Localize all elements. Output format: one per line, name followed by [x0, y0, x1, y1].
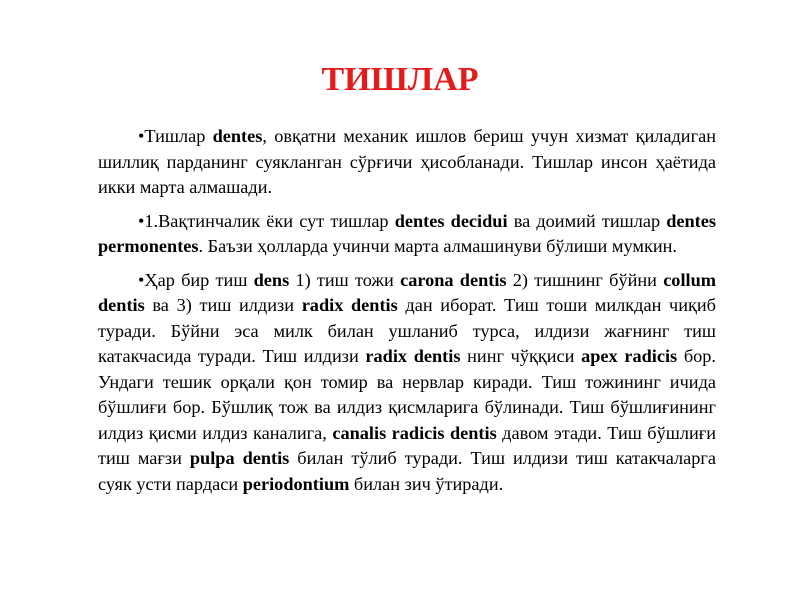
paragraph-text: Тишлар: [144, 126, 213, 146]
bullet-marker: •: [138, 269, 145, 290]
paragraph-text: . Баъзи ҳолларда учинчи марта алмашинуви бўлиши мумкин.: [198, 236, 677, 256]
paragraph-text: билан зич ўтиради.: [349, 473, 504, 494]
paragraph-text: ва доимий тишлар: [507, 210, 667, 231]
paragraph-text: 2) тишнинг бўйни: [506, 269, 664, 290]
page-title: ТИШЛАР: [321, 61, 479, 98]
paragraph-text: , овқатни механик ишлов бериш учун хизмат қиладиган шиллиқ парданинг суякланган сўрғичи ҳисобланади. Тишлар инсон ҳаётида икки марта алмашади.: [98, 126, 716, 197]
paragraph-text: 1.Вақтинчалик ёки сут тишлар: [144, 210, 395, 231]
paragraph-text: 1) тиш тожи: [289, 269, 401, 290]
paragraph-text: давом этади. Тиш бўшлиғи тиш мағзи: [98, 422, 717, 468]
slide-body: [98, 124, 716, 505]
latin-term: collum dentis: [98, 269, 716, 315]
latin-term: carona dentis: [400, 269, 507, 290]
latin-term: dentes: [212, 126, 263, 146]
paragraph-text: нинг чўққиси: [460, 346, 582, 366]
paragraph-text: Ҳар бир тиш: [144, 269, 254, 290]
latin-term: canalis radicis dentis: [332, 422, 497, 443]
latin-term: radix dentis: [301, 295, 398, 315]
latin-term: dentes permonentes: [98, 210, 716, 256]
latin-term: apex radicis: [581, 346, 678, 366]
paragraph: [98, 209, 716, 260]
paragraph-text: ва 3) тиш илдизи: [144, 295, 302, 315]
latin-term: periodontium: [242, 473, 350, 494]
bullet-marker: •: [138, 210, 145, 231]
latin-term: dentes decidui: [394, 210, 508, 231]
latin-term: dens: [253, 269, 290, 290]
paragraph-text: билан тўлиб туради. Тиш илдизи тиш катакчаларга суяк усти пардаси: [98, 448, 716, 494]
paragraph-text: бор. Ундаги тешик орқали қон томир ва нервлар киради. Тиш тожининг ичида бўшлиғи бор. Бўшлиқ тож ва илдиз қисмларига бўлинади. Тиш бўшлиғининг илдиз қисми илдиз каналига,: [98, 346, 716, 443]
latin-term: pulpa dentis: [189, 448, 290, 468]
latin-term: radix dentis: [365, 346, 461, 366]
paragraph: [98, 124, 716, 201]
bullet-marker: •: [138, 126, 145, 146]
paragraph: [98, 268, 716, 498]
paragraph-text: дан иборат. Тиш тоши милкдан чиқиб туради. Бўйни эса милк билан ушланиб турса, илдизи жағнинг тиш катакчасида туради. Тиш илдизи: [98, 295, 716, 366]
